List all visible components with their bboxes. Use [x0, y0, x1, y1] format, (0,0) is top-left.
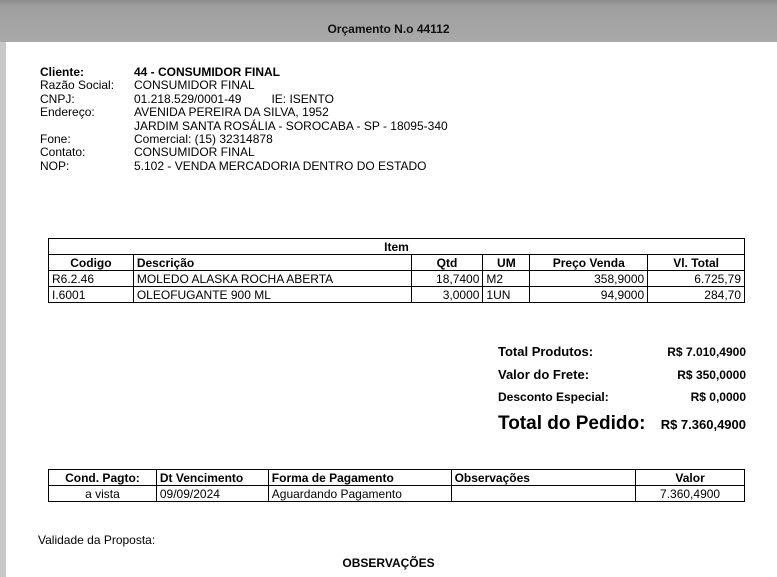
cell-um: M2: [483, 271, 530, 287]
client-info: [40, 66, 448, 173]
endereco-line1: AVENIDA PEREIRA DA SILVA, 1952: [134, 105, 329, 120]
endereco-label: Endereço:: [40, 105, 95, 120]
razao-label: Razão Social:: [40, 78, 115, 93]
contato-value: CONSUMIDOR FINAL: [134, 145, 255, 160]
cliente-row: [40, 66, 448, 79]
items-table: [48, 238, 745, 303]
cell-preco: 94,9000: [530, 287, 648, 303]
validade-label: Validade da Proposta:: [38, 533, 156, 547]
totals-block: [498, 344, 746, 439]
endereco-row-2: [40, 120, 448, 133]
total-produtos-label: Total Produtos:: [498, 344, 594, 359]
cell-total: 284,70: [648, 287, 745, 303]
nop-value: 5.102 - VENDA MERCADORIA DENTRO DO ESTADO: [134, 158, 427, 173]
left-edge: [0, 42, 6, 577]
cliente-value: 44 - CONSUMIDOR FINAL: [134, 65, 281, 79]
table-row: [49, 271, 745, 287]
col-forma-pagamento: Forma de Pagamento: [268, 470, 451, 486]
col-vencimento: Dt Vencimento: [156, 470, 268, 486]
cnpj-label: CNPJ:: [40, 91, 75, 106]
total-produtos-value: R$ 7.010,4900: [667, 345, 746, 359]
contato-row: [40, 146, 448, 159]
desconto-row: [498, 390, 746, 413]
col-descricao: Descrição: [133, 255, 411, 271]
nop-label: NOP:: [40, 158, 70, 173]
cell-forma: Aguardando Pagamento: [268, 486, 451, 502]
razao-value: CONSUMIDOR FINAL: [134, 78, 255, 93]
cell-valor: 7.360,4900: [636, 486, 745, 502]
total-pedido-value: R$ 7.360,4900: [660, 417, 746, 432]
desconto-label: Desconto Especial:: [498, 390, 609, 404]
valor-frete-row: [498, 367, 746, 390]
cnpj-row: [40, 93, 448, 106]
col-observacoes: Observações: [451, 470, 636, 486]
valor-frete-label: Valor do Frete:: [498, 367, 590, 382]
cell-codigo: I.6001: [49, 287, 134, 303]
cell-codigo: R6.2.46: [49, 271, 134, 287]
cell-vencimento: 09/09/2024: [156, 486, 268, 502]
total-pedido-row: [498, 413, 746, 439]
table-row: [49, 486, 745, 502]
cnpj-value: 01.218.529/0001-49: [134, 91, 242, 106]
col-um: UM: [483, 255, 530, 271]
cliente-label: Cliente:: [40, 65, 85, 79]
col-total: Vl. Total: [648, 255, 745, 271]
fone-row: [40, 133, 448, 146]
cell-total: 6.725,79: [648, 271, 745, 287]
col-valor: Valor: [636, 470, 745, 486]
ie-value: IE: ISENTO: [271, 91, 334, 106]
endereco-row: [40, 106, 448, 119]
razao-row: [40, 79, 448, 92]
cell-obs: [451, 486, 636, 502]
fone-label: Fone:: [40, 132, 71, 147]
contato-label: Contato:: [40, 145, 86, 160]
valor-frete-value: R$ 350,0000: [677, 368, 746, 382]
col-codigo: Codigo: [49, 255, 134, 271]
col-preco: Preço Venda: [530, 255, 648, 271]
table-row: [49, 287, 745, 303]
col-cond-pagto: Cond. Pagto:: [49, 470, 157, 486]
header-bar: [0, 0, 777, 42]
nop-row: [40, 160, 448, 173]
cell-descricao: OLEOFUGANTE 900 ML: [133, 287, 411, 303]
items-title: Item: [49, 239, 745, 255]
observacoes-heading: OBSERVAÇÕES: [342, 556, 435, 570]
endereco-line2: JARDIM SANTA ROSÁLIA - SOROCABA - SP - 18095-340: [134, 118, 448, 133]
total-pedido-label: Total do Pedido:: [498, 413, 646, 434]
cell-preco: 358,9000: [530, 271, 648, 287]
page-title: Orçamento N.o 44112: [327, 22, 450, 36]
col-qtd: Qtd: [411, 255, 483, 271]
cell-um: 1UN: [483, 287, 530, 303]
cell-cond: a vista: [49, 486, 157, 502]
cell-descricao: MOLEDO ALASKA ROCHA ABERTA: [133, 271, 411, 287]
cell-qtd: 18,7400: [411, 271, 483, 287]
desconto-value: R$ 0,0000: [690, 390, 746, 404]
payment-table: [48, 469, 745, 502]
total-produtos-row: [498, 344, 746, 367]
cell-qtd: 3,0000: [411, 287, 483, 303]
fone-value: Comercial: (15) 32314878: [134, 132, 273, 147]
